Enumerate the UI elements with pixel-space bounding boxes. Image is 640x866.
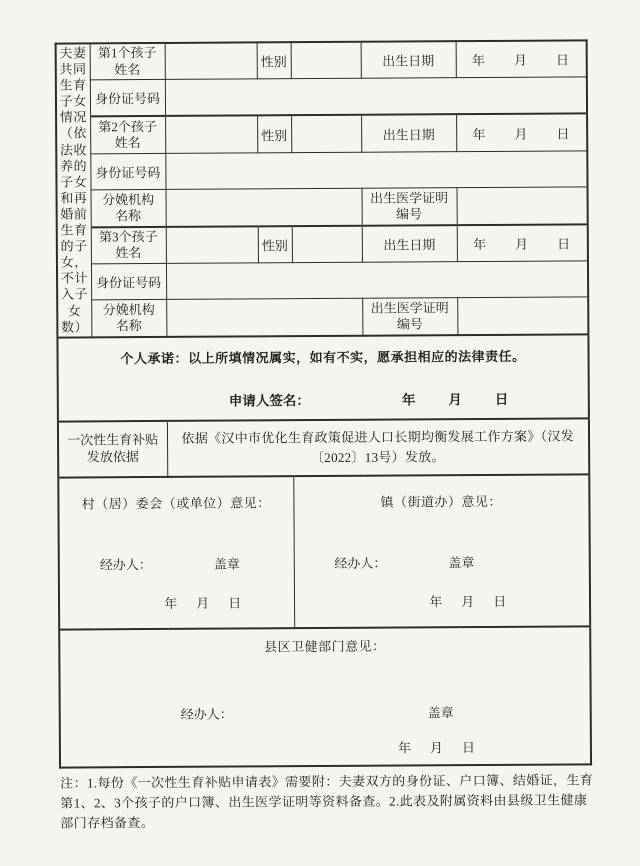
child3-birthdate-field: 年 月 日: [457, 224, 588, 262]
child3-sex-label: 性别: [258, 226, 292, 263]
county-opinion-title: 县区卫健部门意见：: [263, 638, 386, 655]
village-committee-opinion-box: [58, 476, 294, 629]
child2-name-label: 第2个孩子 姓名: [90, 116, 165, 153]
applicant-signature-label: 申请人签名：: [228, 392, 310, 409]
subsidy-basis-text: 依据《汉中市优化生育政策促进人口长期均衡发展工作方案》（汉发〔2022〕13号）发放。: [167, 418, 589, 477]
child2-birthdate-label: 出生日期: [361, 115, 456, 152]
child3-facility-field: [166, 299, 362, 337]
village-seal-label: 盖章: [213, 556, 240, 572]
child3-birthdate-label: 出生日期: [362, 225, 457, 262]
child1-id-label: 身份证号码: [90, 80, 165, 117]
child2-id-field: [165, 150, 587, 189]
child1-birthdate-label: 出生日期: [361, 41, 456, 78]
child1-sex-label: 性别: [257, 42, 291, 79]
child1-name-field: [165, 42, 257, 79]
child1-name-label: 第1个孩子 姓名: [90, 43, 165, 80]
town-handler-line: [296, 552, 587, 573]
child3-id-field: [166, 261, 588, 300]
child3-birthcert-label: 出生医学证明 编号: [362, 298, 457, 335]
child2-name-field: [165, 116, 257, 153]
form-footnote: 注：1.每份《一次性生育补贴申请表》需要附：夫妻双方的身份证、户口簿、结婚证，生育第1、2、3个孩子的户口簿、出生医学证明等资料备查。2.此表及附属资料由县级卫生健康部门存档备查。: [60, 772, 594, 831]
county-handler-line: [63, 702, 588, 724]
child3-facility-label: 分娩机构 名称: [91, 300, 166, 337]
personal-pledge-section: [57, 334, 589, 421]
town-opinion-title: 镇（街道办）意见：: [380, 494, 502, 510]
application-form-table: [55, 39, 592, 768]
child3-name-field: [166, 226, 258, 263]
county-seal-label: 盖章: [427, 705, 454, 721]
child3-birthcert-field: [457, 297, 588, 335]
child3-name-label: 第3个孩子 姓名: [91, 226, 166, 263]
child1-sex-field: [291, 42, 361, 79]
signature-date-field: 年 月 日: [401, 391, 511, 408]
applicant-signature-line: [61, 387, 586, 410]
children-section-side-label: [56, 43, 92, 337]
child2-id-label: 身份证号码: [90, 153, 165, 190]
subsidy-basis-label: 一次性生育补贴 发放依据: [58, 421, 167, 478]
pledge-body: 以上所填情况属实，如有不实，愿承担相应的法律责任。: [187, 348, 526, 366]
child3-sex-field: [292, 225, 362, 262]
village-handler-line: [62, 553, 292, 573]
child2-birthcert-label: 出生医学证明 编号: [362, 188, 457, 225]
town-date-field: 年 月 日: [429, 594, 510, 610]
town-office-opinion-box: [293, 474, 590, 628]
county-date-field: 年 月 日: [397, 740, 478, 756]
town-handler-label: 经办人：: [334, 555, 387, 572]
child3-id-label: 身份证号码: [91, 263, 166, 300]
child1-birthdate-field: 年 月 日: [456, 40, 587, 78]
child2-sex-field: [291, 115, 361, 152]
pledge-text: [60, 345, 585, 367]
pledge-title: 个人承诺：: [120, 350, 189, 366]
child2-birthcert-field: [457, 187, 588, 225]
child2-facility-field: [166, 189, 362, 227]
village-handler-label: 经办人：: [99, 557, 152, 573]
county-health-opinion-box: [59, 626, 591, 767]
child1-id-field: [165, 77, 587, 116]
child2-facility-label: 分娩机构 名称: [91, 190, 166, 227]
village-opinion-title: 村（居）委会（或单位）意见：: [81, 495, 271, 512]
side-note-text: 夫妻 共同 生育 子女 情况 （依 法收 养的 子女 和再 婚前 生育 的子 女， 不计 入子 女 数）: [59, 45, 89, 335]
town-seal-label: 盖章: [448, 555, 475, 571]
child2-birthdate-field: 年 月 日: [456, 114, 587, 152]
county-handler-label: 经办人：: [180, 706, 233, 723]
child2-sex-label: 性别: [257, 116, 291, 153]
village-date-field: 年 月 日: [164, 595, 245, 612]
